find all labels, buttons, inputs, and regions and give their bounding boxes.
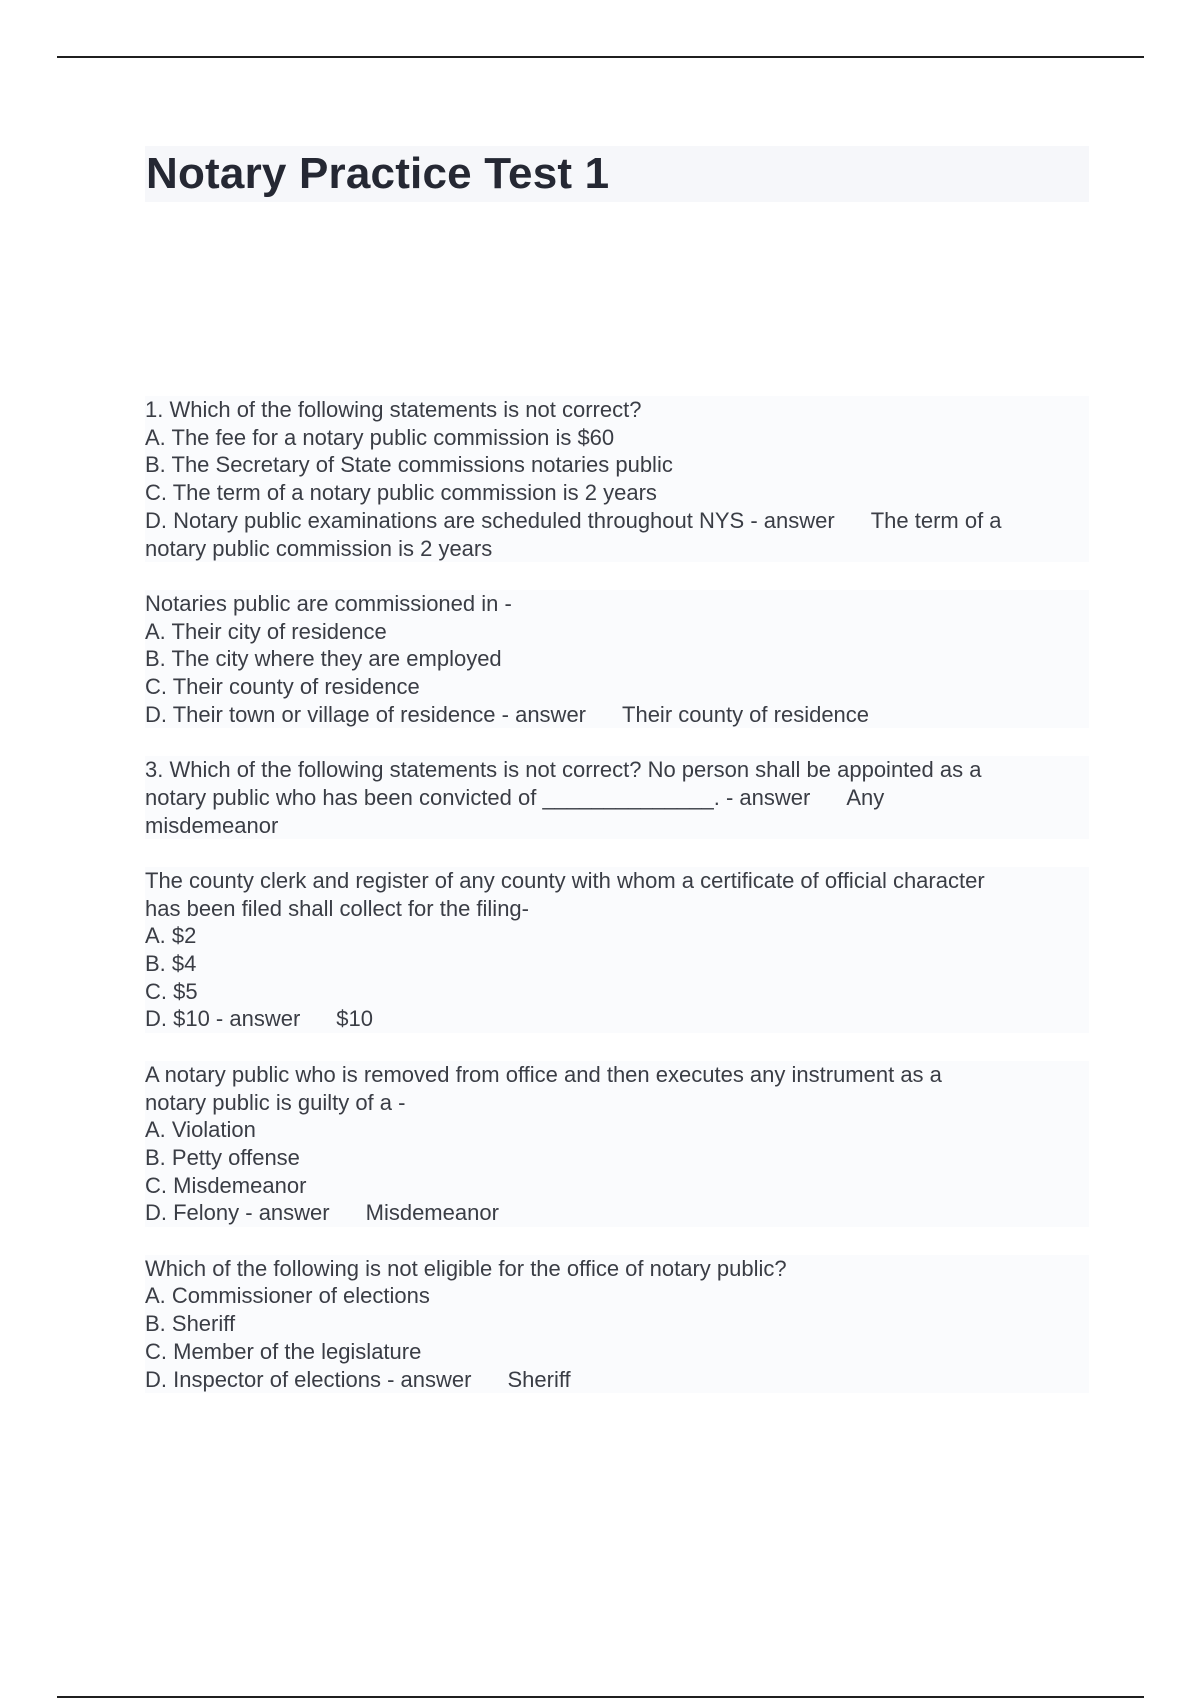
option-c: C. $5 — [145, 978, 1089, 1006]
option-d-with-answer — [145, 701, 1089, 729]
answer-text: The term of a — [870, 507, 1002, 533]
questions-content — [145, 396, 1089, 1421]
question-block-4 — [145, 867, 1089, 1033]
question-text: A notary public who is removed from office and then executes any instrument as a — [145, 1061, 1089, 1089]
page-title: Notary Practice Test 1 — [146, 149, 610, 198]
question-block-1 — [145, 396, 1089, 562]
question-text: Which of the following is not eligible for the office of notary public? — [145, 1255, 1089, 1283]
option-a: A. Commissioner of elections — [145, 1282, 1089, 1310]
option-d-with-answer — [145, 1199, 1089, 1227]
option-d-with-answer — [145, 507, 1089, 535]
question-text: The county clerk and register of any county with whom a certificate of official character — [145, 867, 1089, 895]
option-b: B. Petty offense — [145, 1144, 1089, 1172]
question-text-continued: has been filed shall collect for the filing- — [145, 895, 1089, 923]
option-d: D. Their town or village of residence - answer — [145, 701, 587, 727]
option-c: C. The term of a notary public commission is 2 years — [145, 479, 1089, 507]
answer-text: $10 — [336, 1006, 374, 1032]
question-block-6 — [145, 1255, 1089, 1394]
question-text: 1. Which of the following statements is not correct? — [145, 396, 1089, 424]
option-b: B. $4 — [145, 950, 1089, 978]
option-c: C. Member of the legislature — [145, 1338, 1089, 1366]
answer-text: Any — [846, 784, 885, 810]
answer-text: Sheriff — [507, 1366, 571, 1392]
option-d: D. Notary public examinations are scheduled throughout NYS - answer — [145, 507, 835, 533]
question-text-continued: notary public is guilty of a - — [145, 1089, 1089, 1117]
bottom-rule — [57, 1696, 1144, 1698]
answer-text: Their county of residence — [622, 701, 870, 727]
question-block-2 — [145, 590, 1089, 729]
option-c: C. Misdemeanor — [145, 1172, 1089, 1200]
option-c: C. Their county of residence — [145, 673, 1089, 701]
question-block-5 — [145, 1061, 1089, 1227]
top-rule — [57, 56, 1144, 58]
question-text-part: notary public who has been convicted of ______________. - answer — [145, 784, 811, 810]
option-d-with-answer — [145, 1366, 1089, 1394]
option-a: A. The fee for a notary public commission is $60 — [145, 424, 1089, 452]
question-block-3 — [145, 756, 1089, 839]
option-b: B. The Secretary of State commissions notaries public — [145, 451, 1089, 479]
question-text: 3. Which of the following statements is not correct? No person shall be appointed as a — [145, 756, 1089, 784]
option-a: A. Their city of residence — [145, 618, 1089, 646]
option-d: D. $10 - answer — [145, 1006, 301, 1032]
option-b: B. The city where they are employed — [145, 645, 1089, 673]
answer-text-continued: notary public commission is 2 years — [145, 535, 1089, 563]
option-b: B. Sheriff — [145, 1310, 1089, 1338]
question-text-continued — [145, 784, 1089, 812]
option-a: A. $2 — [145, 922, 1089, 950]
option-d-with-answer — [145, 1005, 1089, 1033]
answer-text: Misdemeanor — [365, 1200, 499, 1226]
answer-text-continued: misdemeanor — [145, 812, 1089, 840]
question-text: Notaries public are commissioned in - — [145, 590, 1089, 618]
option-a: A. Violation — [145, 1116, 1089, 1144]
option-d: D. Felony - answer — [145, 1200, 330, 1226]
option-d: D. Inspector of elections - answer — [145, 1366, 472, 1392]
